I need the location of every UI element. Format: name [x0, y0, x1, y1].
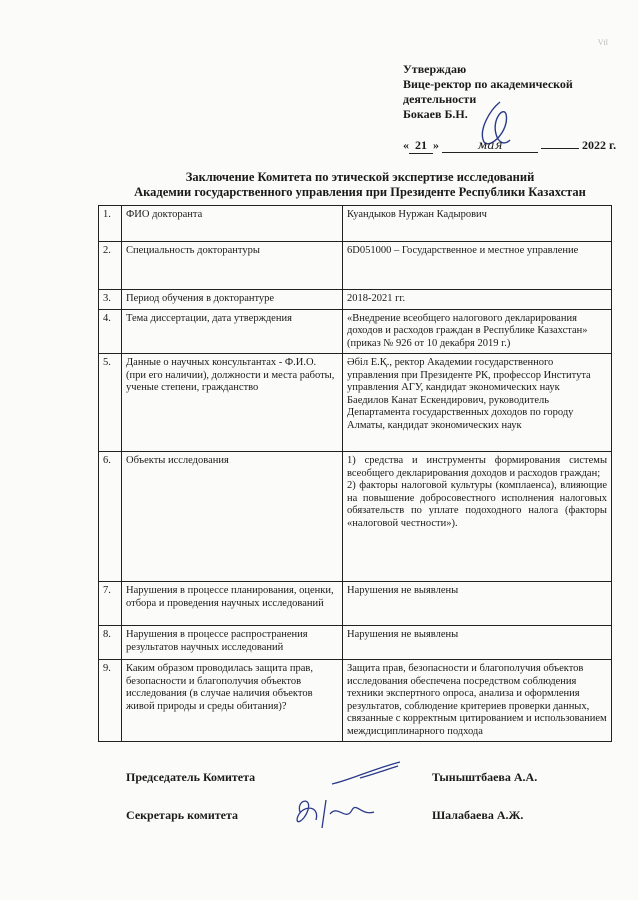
row-label: Данные о научных консультантах - Ф.И.О. (при его наличии), должности и места работы, ученые степени, гражданство — [122, 354, 343, 452]
table-row — [99, 660, 612, 742]
row-label: Период обучения в докторантуре — [122, 290, 343, 310]
row-number: 5. — [99, 354, 122, 452]
row-value: 6D051000 – Государственное и местное управление — [343, 242, 612, 290]
approval-date — [403, 138, 617, 154]
row-number: 1. — [99, 206, 122, 242]
date-close-quote: » — [433, 138, 439, 152]
corner-mark: Vtl — [597, 38, 608, 47]
row-label: Объекты исследования — [122, 452, 343, 582]
row-label: Специальность докторантуры — [122, 242, 343, 290]
row-value: Защита прав, безопасности и благополучия объектов исследования обеспечена посредством соблюдения техники экспертного опроса, анализа и оформления результатов, соблюдение критериев проверки данных, связанные с корректным цитированием и использованием междисциплинарного подхода — [343, 660, 612, 742]
table-row — [99, 452, 612, 582]
secretary-name: Шалабаева А.Ж. — [432, 808, 524, 822]
secretary-label: Секретарь комитета — [126, 808, 238, 822]
row-value: Нарушения не выявлены — [343, 582, 612, 626]
title-line-1: Заключение Комитета по этической экспертизе исследований — [185, 170, 535, 184]
date-day: 21 — [409, 138, 433, 154]
date-month: мая — [442, 138, 538, 153]
row-number: 6. — [99, 452, 122, 582]
row-value: 1) средства и инструменты формирования системы всеобщего декларирования доходов и расходов граждан; 2) факторы налоговой культуры (комплаенса), влияющие на повышение добросовестного исполнения налоговых обязательств по уплате подоходного налога (факторы «налоговой честности»). — [343, 452, 612, 582]
row-number: 8. — [99, 626, 122, 660]
table-row — [99, 206, 612, 242]
table-row — [99, 309, 612, 354]
row-value: «Внедрение всеобщего налогового декларирования доходов и расходов граждан в Республике Казахстан» (приказ № 926 от 10 декабря 2019 г.) — [343, 309, 612, 354]
row-label: Тема диссертации, дата утверждения — [122, 309, 343, 354]
date-year: 2022 г. — [582, 138, 617, 152]
table-row — [99, 290, 612, 310]
row-number: 7. — [99, 582, 122, 626]
table-row — [99, 582, 612, 626]
approval-line: деятельности — [403, 92, 477, 106]
approval-line: Утверждаю — [403, 62, 467, 76]
row-label: ФИО докторанта — [122, 206, 343, 242]
row-number: 9. — [99, 660, 122, 742]
chair-label: Председатель Комитета — [126, 770, 256, 784]
row-value: Куандыков Нуржан Кадырович — [343, 206, 612, 242]
table-row — [99, 626, 612, 660]
secretary-signature — [290, 792, 380, 832]
conclusion-table — [98, 205, 612, 742]
row-number: 4. — [99, 309, 122, 354]
title-line-2: Академии государственного управления при Президенте Республики Казахстан — [134, 185, 586, 199]
row-number: 3. — [99, 290, 122, 310]
chair-signature — [330, 758, 420, 788]
row-value: Нарушения не выявлены — [343, 626, 612, 660]
row-label: Каким образом проводилась защита прав, безопасности и благополучия объектов исследования (в случае наличия объектов живой природы и среды обитания)? — [122, 660, 343, 742]
approval-line: Вице-ректор по академической — [403, 77, 573, 91]
row-label: Нарушения в процессе распространения результатов научных исследований — [122, 626, 343, 660]
table-row — [99, 242, 612, 290]
row-value: Әбіл Е.Қ., ректор Академии государственного управления при Президенте РК, профессор Института управления АГУ, кандидат экономических наук Баедилов Канат Ескендирович, руководитель Департамента государственных доходов по городу Алматы, кандидат экономических наук — [343, 354, 612, 452]
row-label: Нарушения в процессе планирования, оценки, отбора и проведения научных исследований — [122, 582, 343, 626]
date-open-quote: « — [403, 138, 409, 152]
row-value: 2018-2021 гг. — [343, 290, 612, 310]
document-title — [110, 170, 610, 200]
chair-name: Тыныштбаева А.А. — [432, 770, 538, 784]
row-number: 2. — [99, 242, 122, 290]
approver-name: Бокаев Б.Н. — [403, 107, 468, 121]
table-row — [99, 354, 612, 452]
